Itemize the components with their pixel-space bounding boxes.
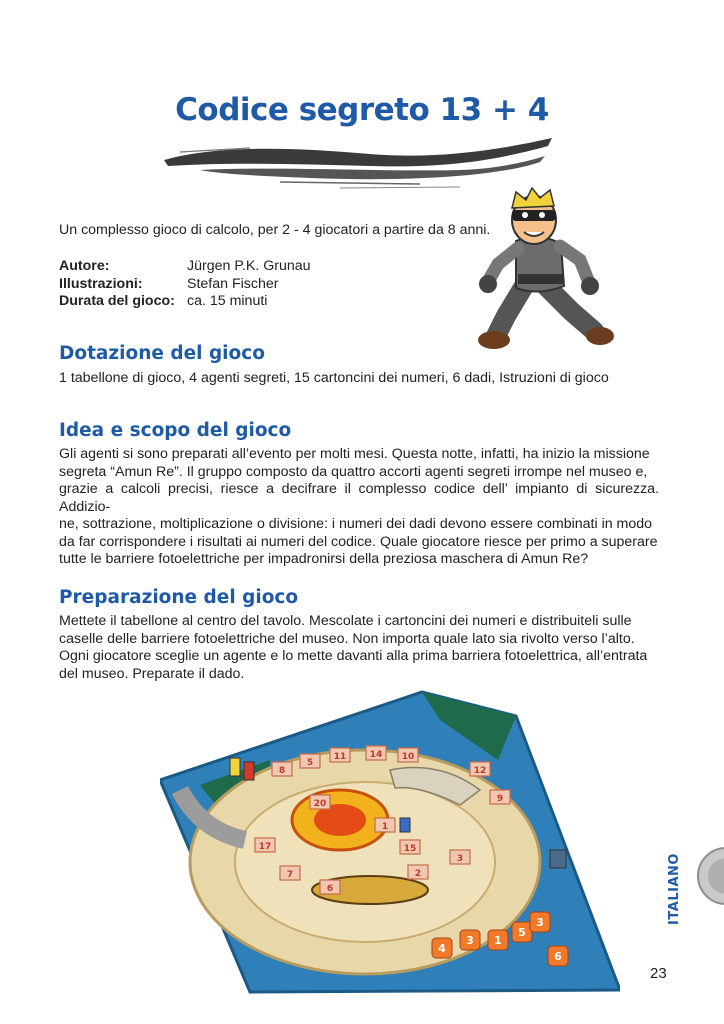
page-title: Codice segreto 13 + 4 bbox=[175, 92, 549, 128]
credit-value: Jürgen P.K. Grunau bbox=[187, 258, 311, 274]
section-heading-setup: Preparazione del gioco bbox=[59, 587, 299, 608]
text-line: del museo. Preparate il dado. bbox=[59, 665, 245, 682]
section-heading-contents: Dotazione del gioco bbox=[59, 343, 265, 364]
die-face: 3 bbox=[536, 916, 544, 929]
credit-label: Illustrazioni: bbox=[59, 275, 143, 292]
section-body-idea bbox=[59, 446, 659, 569]
board-card-number: 9 bbox=[496, 794, 504, 804]
board-card-number: 1 bbox=[381, 822, 389, 832]
board-card-number: 5 bbox=[306, 758, 314, 768]
text-line: ne, sottrazione, moltiplicazione o divisione: i numeri dei dadi devono essere combinati in modo bbox=[59, 516, 653, 532]
brush-stroke-divider bbox=[160, 132, 555, 194]
credit-value: Stefan Fischer bbox=[187, 275, 279, 292]
board-card-number: 7 bbox=[286, 870, 294, 880]
text-line: Mettete il tabellone al centro del tavolo. Mescolate i cartoncini dei numeri e distribuiteli sulle bbox=[59, 613, 632, 629]
text-line: 1 tabellone di gioco, 4 agenti segreti, 15 cartoncini dei numeri, 6 dadi, Istruzioni di gioco bbox=[59, 370, 609, 386]
board-card-number: 6 bbox=[326, 884, 334, 894]
board-card-number: 2 bbox=[414, 869, 422, 879]
die-face: 6 bbox=[554, 950, 562, 963]
credit-label: Durata del gioco: bbox=[59, 293, 175, 309]
credit-label: Autore: bbox=[59, 258, 110, 274]
game-board-illustration bbox=[160, 690, 620, 1000]
die-face: 1 bbox=[494, 934, 502, 947]
board-card-number: 12 bbox=[473, 766, 487, 776]
credit-row-duration bbox=[59, 293, 311, 311]
die-face: 4 bbox=[438, 942, 446, 955]
die-face: 5 bbox=[518, 926, 526, 939]
section-body-contents bbox=[59, 370, 659, 388]
text-line: caselle delle barriere fotoelettriche del museo. Non importa quale lato sia rivolto verso l’alto. bbox=[59, 630, 635, 647]
credit-row-illustrations bbox=[59, 276, 311, 294]
die-face: 3 bbox=[466, 934, 474, 947]
seal-emblem bbox=[694, 844, 724, 908]
credit-row-author bbox=[59, 258, 311, 276]
intro-text: Un complesso gioco di calcolo, per 2 - 4 giocatori a partire da 8 anni. bbox=[59, 222, 491, 238]
text-line: segreta “Amun Re”. Il gruppo composto da quattro accorti agenti segreti irrompe nel museo e, bbox=[59, 463, 648, 480]
board-card-number: 10 bbox=[401, 752, 415, 762]
credit-value: ca. 15 minuti bbox=[187, 293, 268, 309]
text-line: tutte le barriere fotoelettriche per impadronirsi della preziosa maschera di Amun Re? bbox=[59, 551, 589, 567]
board-card-number: 8 bbox=[278, 766, 286, 776]
section-heading-idea: Idea e scopo del gioco bbox=[59, 420, 292, 441]
text-line: grazie a calcoli precisi, riesce a decifrare il complesso codice dell’ impianto di sicurezza. Addizio- bbox=[59, 481, 659, 515]
board-card-number: 3 bbox=[456, 854, 464, 864]
text-line: Ogni giocatore sceglie un agente e lo mette davanti alla prima barriera fotoelettrica, all’entrata bbox=[59, 648, 648, 664]
board-card-number: 17 bbox=[258, 842, 272, 852]
secret-agent-illustration bbox=[476, 186, 616, 356]
board-card-number: 20 bbox=[313, 799, 327, 809]
credits-block bbox=[59, 258, 311, 311]
text-line: Gli agenti si sono preparati all’evento per molti mesi. Questa notte, infatti, ha inizio la missione bbox=[59, 446, 650, 462]
page-number: 23 bbox=[650, 965, 667, 982]
board-card-number: 15 bbox=[403, 844, 417, 854]
section-body-setup bbox=[59, 613, 659, 683]
board-card-number: 11 bbox=[333, 752, 347, 762]
language-tab: ITALIANO bbox=[667, 853, 682, 925]
text-line: da far corrispondere i risultati ai numeri del codice. Quale giocatore riesce per primo a superare bbox=[59, 533, 658, 550]
board-card-number: 14 bbox=[369, 750, 383, 760]
